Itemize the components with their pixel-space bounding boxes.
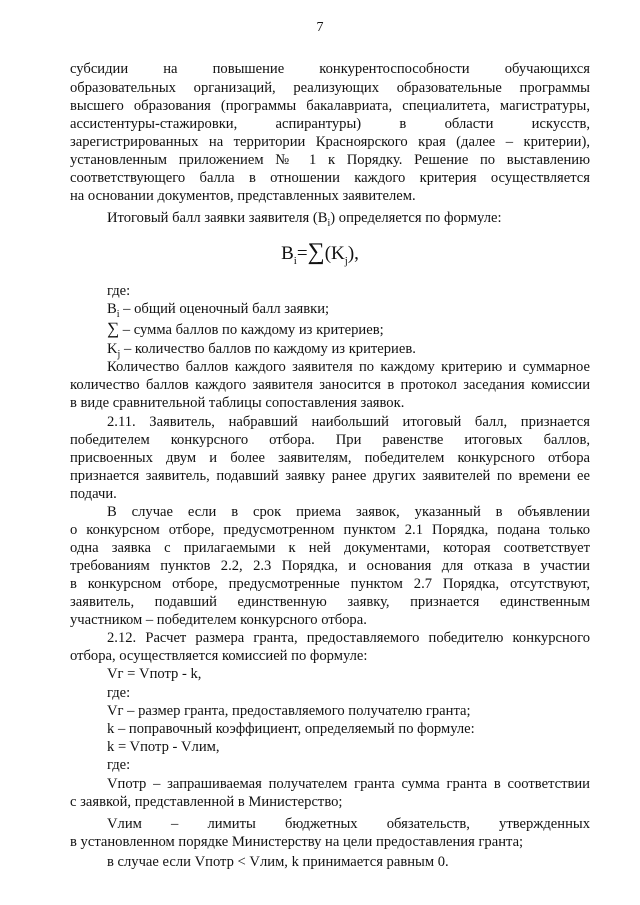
text-line: требованиям пунктов 2.2, 2.3 Порядка, и основания для отказа в участии (70, 558, 590, 574)
text-line: ассистентуры-стажировки, аспирантуры) в области искусств, (70, 116, 590, 132)
definition-line: Vг – размер гранта, предоставляемого получателю гранта; (107, 703, 471, 719)
text-line: количество баллов каждого заявителя заносится в протокол заседания комиссии (70, 377, 590, 393)
text-line: Vлим – лимиты бюджетных обязательств, утвержденных (107, 816, 590, 832)
page-number: 7 (316, 20, 324, 35)
where-label: где: (107, 283, 131, 299)
definition-line: $K_j$ – количество баллов по каждому из критериев. (107, 341, 416, 360)
text-line: одна заявка с прилагаемыми к ней документами, которая соответствует (70, 540, 590, 556)
definition-line: $B_i$ – общий оценочный балл заявки; (107, 301, 330, 320)
definition-line: k – поправочный коэффициент, определяемый по формуле: (107, 721, 475, 737)
text-line: в виде сравнительной таблицы сопоставления заявок. (70, 395, 405, 411)
text-line: отбора, осуществляется комиссией по формуле: (70, 648, 368, 664)
where-label: где: (107, 685, 131, 701)
text-line: признается заявитель, подавший заявку ранее других заявителей по времени ее (70, 468, 590, 484)
text-line: в установленном порядке Министерству на цели предоставления гранта; (70, 834, 524, 850)
text-line: заявитель, подавший единственную заявку, признается единственным (70, 594, 590, 610)
score-formula: $B_i=\sum(K_j)$, (281, 239, 359, 267)
text-line: В случае если в срок приема заявок, указанный в объявлении (107, 504, 590, 520)
text-line: установленным приложением № 1 к Порядку. Решение по выставлению (70, 152, 590, 168)
text-line: Количество баллов каждого заявителя по каждому критерию и суммарное (107, 359, 590, 375)
text-line: победителем конкурсного отбора. При равенстве итоговых баллов, (70, 432, 590, 448)
text-line: образовательных организаций, реализующих образовательные программы (70, 80, 590, 96)
text-line: 2.12. Расчет размера гранта, предоставляемого победителю конкурсного (107, 630, 590, 646)
text-line: присвоенных двум и более заявителям, победителем конкурсного отбора (70, 450, 590, 466)
text-line: 2.11. Заявитель, набравший наибольший итоговый балл, признается (107, 414, 590, 430)
text-line: в случае если Vпотр < Vлим, k принимается равным 0. (107, 854, 449, 870)
formula-intro: Итоговый балл заявки заявителя $(B_i)$ определяется по формуле: (107, 210, 502, 229)
text-line: соответствующего балла в отношении каждого критерия осуществляется (70, 170, 590, 186)
coefficient-formula: k = Vпотр - Vлим, (107, 739, 220, 755)
text-line: в конкурсном отборе, предусмотренные пунктом 2.7 Порядка, отсутствуют, (70, 576, 590, 592)
text-line: подачи. (70, 486, 117, 502)
text-line: о конкурсном отборе, предусмотренном пунктом 2.1 Порядка, подана только (70, 522, 590, 538)
text-line: на основании документов, представленных заявителем. (70, 188, 416, 204)
text-line: субсидии на повышение конкурентоспособности обучающихся (70, 61, 590, 77)
grant-formula: Vг = Vпотр - k, (107, 666, 202, 682)
text-line: Vпотр – запрашиваемая получателем гранта сумма гранта в соответствии (107, 776, 590, 792)
where-label: где: (107, 757, 131, 773)
definition-line: ∑ – сумма баллов по каждому из критериев; (107, 319, 384, 338)
text-line: зарегистрированных на территории Красноярского края (далее – критерии), (70, 134, 590, 150)
text-line: участником – победителем конкурсного отбора. (70, 612, 367, 628)
text-line: высшего образования (программы бакалавриата, специалитета, магистратуры, (70, 98, 590, 114)
text-line: с заявкой, представленной в Министерство; (70, 794, 343, 810)
